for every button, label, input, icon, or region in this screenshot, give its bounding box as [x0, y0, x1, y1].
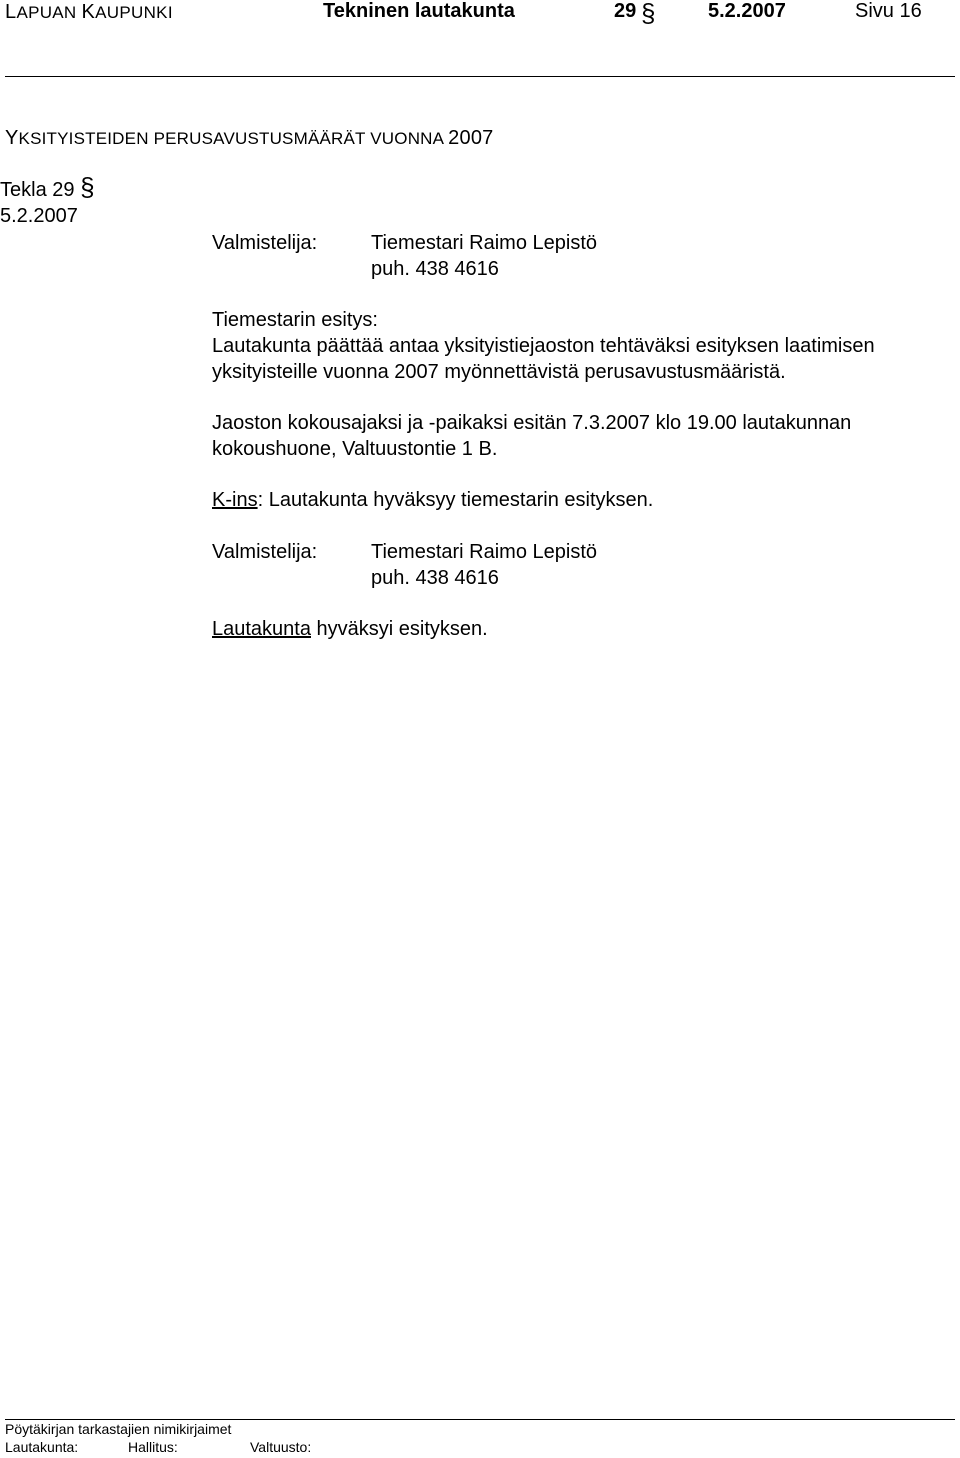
- footer-title: Pöytäkirjan tarkastajien nimikirjaimet: [5, 1421, 232, 1437]
- preparer-phone: puh. 438 4616: [371, 567, 499, 589]
- item-title: YKSITYISTEIDEN PERUSAVUSTUSMÄÄRÄT VUONNA 2007: [5, 127, 494, 149]
- preparer-phone: puh. 438 4616: [371, 258, 499, 280]
- reference-section-sign: §: [80, 172, 95, 202]
- decision-label: Lautakunta: [212, 618, 311, 640]
- footer-divider: [5, 1419, 955, 1420]
- reference-date: 5.2.2007: [0, 205, 78, 227]
- section-number: 29: [614, 0, 637, 22]
- page-number: Sivu 16: [855, 0, 922, 22]
- meeting-date: 5.2.2007: [708, 0, 786, 22]
- proposal-line: kokoushuone, Valtuustontie 1 B.: [212, 438, 498, 460]
- proposal-line: Lautakunta päättää antaa yksityistiejaoston tehtäväksi esityksen laatimisen: [212, 335, 875, 357]
- decision-proposal-label: K-ins: [212, 489, 258, 511]
- header-divider: [5, 76, 955, 77]
- preparer-label: Valmistelija:: [212, 541, 318, 563]
- preparer-name: Tiemestari Raimo Lepistö: [371, 232, 598, 254]
- proposal-line: Jaoston kokousajaksi ja -paikaksi esitän 7.3.2007 klo 19.00 lautakunnan: [212, 412, 852, 434]
- board-name: Tekninen lautakunta: [323, 0, 515, 22]
- proposal-line: yksityisteille vuonna 2007 myönnettävistä perusavustusmääristä.: [212, 361, 786, 383]
- footer-hallitus: Hallitus:: [128, 1439, 178, 1455]
- organization-name: LAPUAN KAUPUNKI: [5, 1, 173, 23]
- footer-valtuusto: Valtuusto:: [250, 1439, 312, 1455]
- footer-lautakunta: Lautakunta:: [5, 1439, 79, 1455]
- proposal-heading: Tiemestarin esitys:: [212, 309, 378, 331]
- preparer-name: Tiemestari Raimo Lepistö: [371, 541, 598, 563]
- decision: Lautakunta hyväksyi esityksen.: [212, 618, 488, 640]
- section-sign: §: [641, 0, 656, 28]
- decision-proposal: K-ins: Lautakunta hyväksyy tiemestarin esityksen.: [212, 489, 654, 511]
- preparer-label: Valmistelija:: [212, 232, 318, 254]
- reference-line1: Tekla 29 §: [0, 172, 95, 202]
